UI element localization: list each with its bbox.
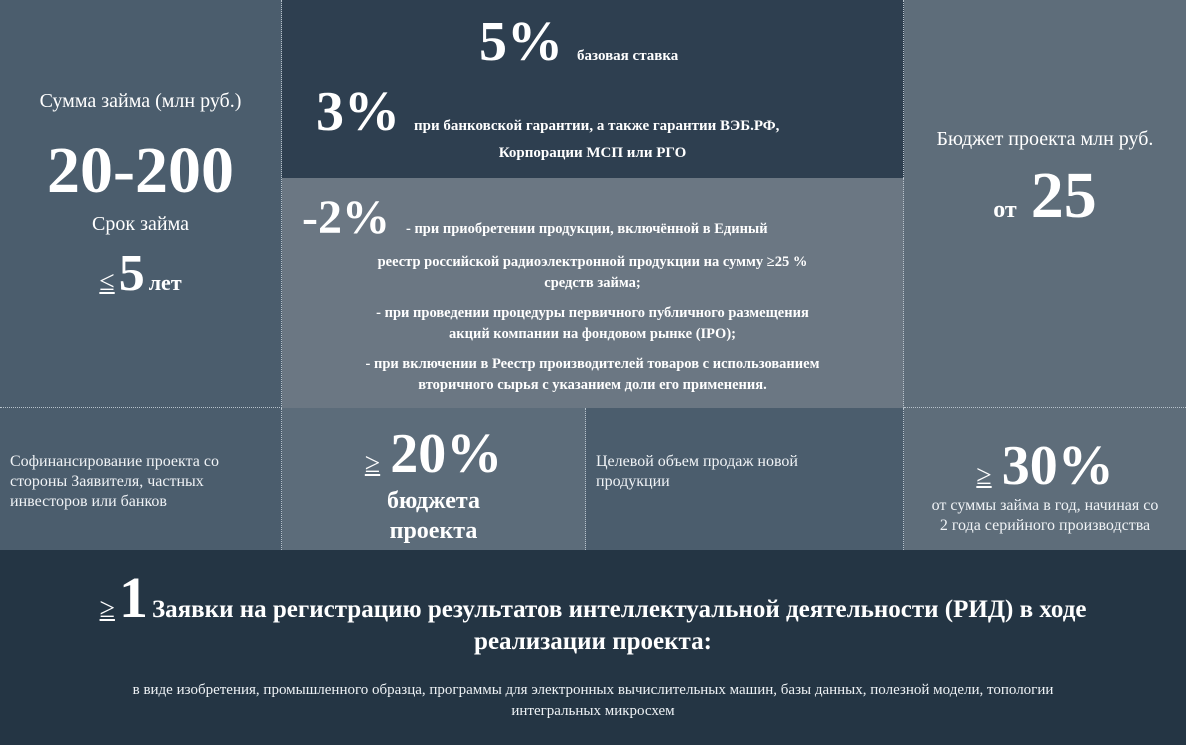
discount-line4: - при проведении процедуры первичного публичного размещения — [376, 305, 809, 321]
sales-note-line2: 2 года серийного производства — [939, 517, 1151, 534]
loan-panel — [0, 0, 282, 408]
discount-head — [302, 191, 768, 244]
sales-line1: Целевой объем продаж новой — [596, 453, 798, 470]
budget-value-row — [904, 158, 1186, 234]
discount-line6: - при включении в Реестр производителей товаров с использованием — [365, 356, 820, 372]
sales-prefix: ≥ — [976, 460, 992, 491]
cofinancing-unit — [282, 486, 585, 546]
guarantee-rate-line1: при банковской гарантии, а также гарантии ВЭБ.РФ, — [414, 118, 780, 134]
guarantee-rate-line2: Корпорации МСП или РГО — [498, 145, 687, 161]
rid-title-line2: реализации проекта: — [474, 628, 712, 655]
cofinancing-value: 20% — [390, 423, 503, 485]
rid-value: 1 — [118, 565, 148, 630]
discount-line1: - при приобретении продукции, включённой в Единый — [405, 221, 768, 237]
sales-value-row — [904, 434, 1186, 498]
sales-value: 30% — [1001, 435, 1114, 497]
loan-sum-value: 20-200 — [47, 134, 234, 207]
loan-term — [0, 244, 281, 303]
rid-desc-line2: интегральных микросхем — [511, 703, 675, 719]
budget-panel — [904, 0, 1186, 408]
loan-term-label: Срок займа — [92, 213, 189, 235]
cofinancing-prefix: ≥ — [364, 448, 381, 479]
rid-title-line1: Заявки на регистрацию результатов интеллектуальной деятельности (РИД) в ходе — [151, 596, 1087, 623]
guarantee-rate-pct: 3% — [316, 81, 400, 143]
cofinancing-value-row — [282, 422, 585, 486]
sales-note-line1: от суммы займа в год, начиная со — [931, 497, 1159, 514]
budget-value: 25 — [1030, 159, 1097, 232]
rid-desc — [0, 680, 1186, 722]
cofinancing-line2: стороны Заявителя, частных — [10, 473, 204, 490]
cofinancing-text — [10, 452, 219, 512]
loan-term-unit: лет — [148, 270, 182, 295]
base-rate — [479, 11, 679, 73]
cofinancing-value-panel — [282, 408, 586, 550]
discount-line3: средств займа; — [544, 275, 641, 291]
loan-term-prefix: ≤ — [99, 266, 115, 297]
rates-panel — [282, 0, 904, 178]
discount-pct: -2% — [302, 191, 390, 244]
loan-term-value: 5 — [118, 245, 145, 302]
cofinancing-unit-line2: проекта — [389, 518, 478, 544]
base-rate-pct: 5% — [479, 11, 563, 73]
cofinancing-line3: инвесторов или банков — [10, 493, 167, 510]
discount-panel — [282, 178, 904, 408]
discount-line2: реестр российской радиоэлектронной продукции на сумму ≥25 % — [377, 254, 808, 270]
cofinancing-panel — [0, 408, 282, 550]
rid-desc-line1: в виде изобретения, промышленного образца, программы для электронных вычислительных машин, базы данных, полезной модели, топологии — [132, 682, 1054, 698]
sales-text — [596, 452, 798, 492]
sales-note — [904, 496, 1186, 536]
rid-prefix: ≥ — [99, 593, 115, 624]
cofinancing-line1: Софинансирование проекта со — [10, 453, 219, 470]
cofinancing-unit-line1: бюджета — [387, 488, 480, 514]
sales-value-panel — [904, 408, 1186, 550]
rid-title-row — [0, 564, 1186, 631]
guarantee-rate — [316, 81, 780, 143]
loan-sum-label: Сумма займа (млн руб.) — [39, 90, 242, 112]
sales-line2: продукции — [596, 473, 670, 490]
base-rate-label: базовая ставка — [577, 48, 679, 64]
rid-panel — [0, 550, 1186, 745]
discount-line7: вторичного сырья с указанием доли его применения. — [418, 377, 767, 393]
sales-panel — [586, 408, 904, 550]
budget-prefix: от — [993, 197, 1017, 223]
budget-label: Бюджет проекта млн руб. — [936, 128, 1154, 150]
discount-line5: акций компании на фондовом рынке (IPO); — [449, 326, 736, 342]
